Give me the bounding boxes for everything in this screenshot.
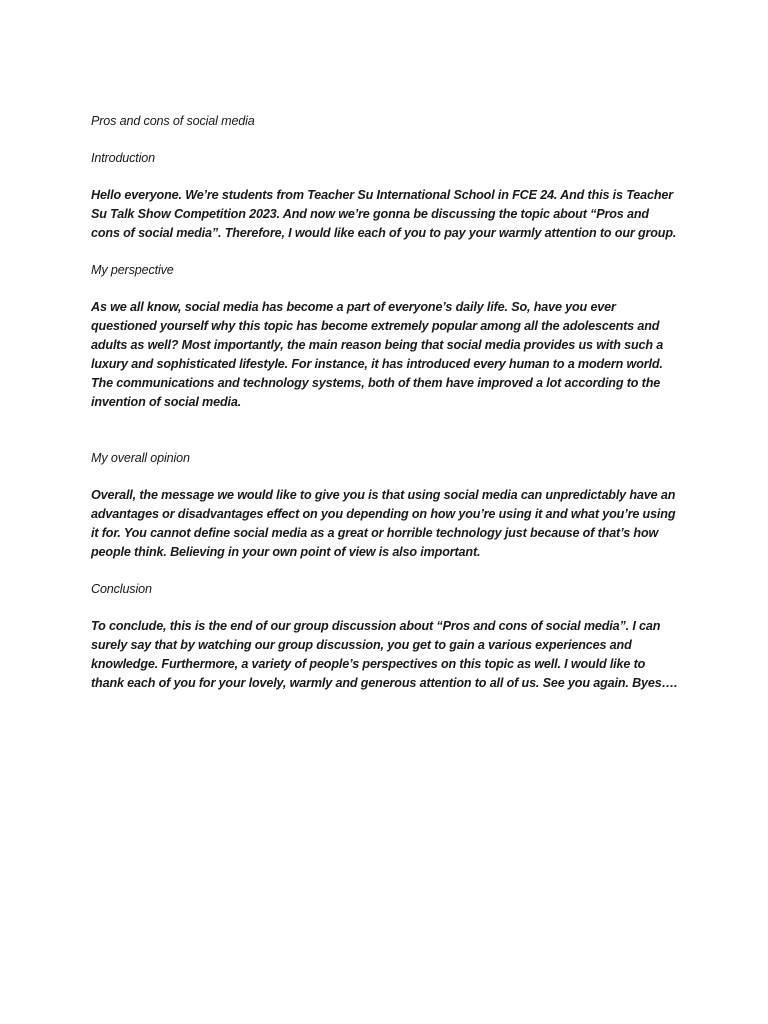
section-heading-overall-opinion: My overall opinion [91, 451, 190, 465]
section-heading-perspective: My perspective [91, 263, 174, 277]
section-body-perspective: As we all know, social media has become a part of everyone’s daily life. So, have you ever questioned yourself why this topic has become extremely popular among all the adolescents and adults as well? Most importantly, the main reason being that social media provides us with such a luxury and sophisticated lifestyle. For instance, it has introduced every human to a modern world. The communications and technology systems, both of them have improved a lot according to the invention of social media. [91, 300, 664, 409]
document-title: Pros and cons of social media [91, 114, 255, 128]
section-body-introduction: Hello everyone. We’re students from Teacher Su International School in FCE 24. And this is Teacher Su Talk Show Competition 2023. And now we’re gonna be discussing the topic about “Pros and cons of social media”. Therefore, I would like each of you to pay your warmly attention to our group. [91, 188, 677, 240]
section-heading-introduction: Introduction [91, 151, 156, 165]
section-body-overall-opinion: Overall, the message we would like to give you is that using social media can unpredictably have an advantages or disadvantages effect on you depending on how you’re using it and what you’re using it for. You cannot define social media as a great or horrible technology just because of that’s how people think. Believing in your own point of view is also important. [91, 488, 676, 559]
document-body [91, 112, 681, 711]
section-body-conclusion: To conclude, this is the end of our group discussion about “Pros and cons of social media”. I can surely say that by watching our group discussion, you get to gain a various experiences and knowledge. Furthermore, a variety of people’s perspectives on this topic as well. I would like to thank each of you for your lovely, warmly and generous attention to all of us. See you again. Byes…. [91, 619, 678, 690]
section-heading-conclusion: Conclusion [91, 582, 152, 596]
